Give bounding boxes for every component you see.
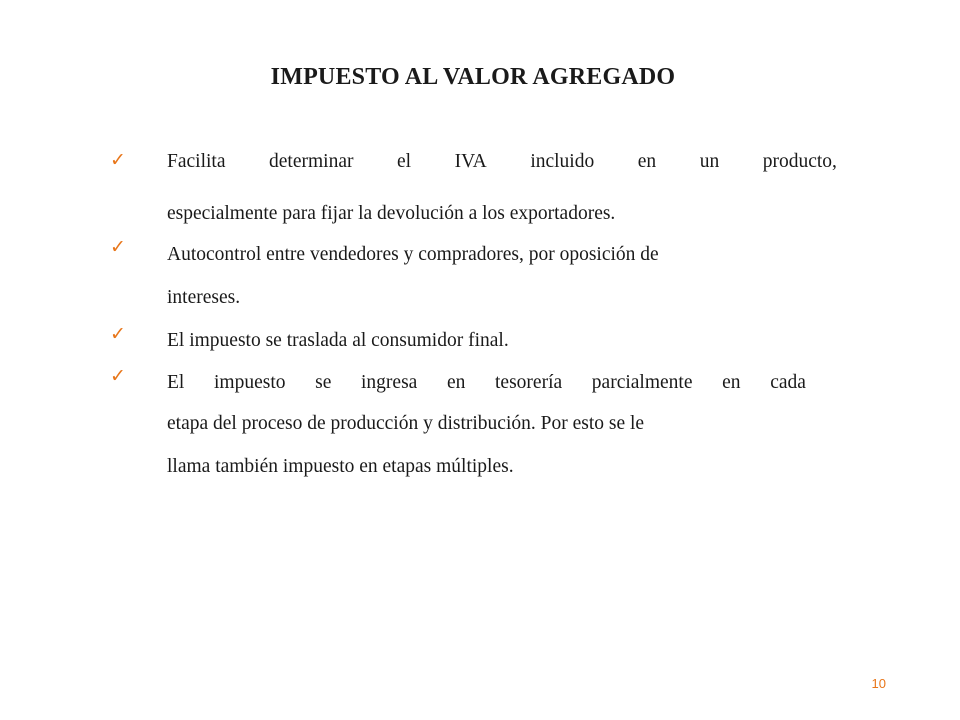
page-number: 10 bbox=[871, 676, 886, 691]
slide-title: IMPUESTO AL VALOR AGREGADO bbox=[270, 64, 676, 90]
word: parcialmente bbox=[591, 372, 693, 393]
checkmark-icon: ✓ bbox=[110, 149, 126, 171]
word: determinar bbox=[269, 151, 354, 172]
word: tesorería bbox=[495, 372, 563, 393]
bullet-4-line-1 bbox=[167, 371, 806, 394]
bullet-4-line-3: llama también impuesto en etapas múltiples. bbox=[167, 456, 514, 477]
checkmark-icon: ✓ bbox=[110, 236, 126, 258]
bullet-4-line-2: etapa del proceso de producción y distribución. Por esto se le bbox=[167, 413, 645, 434]
bullet-2-line-2: intereses. bbox=[167, 287, 241, 308]
word: El bbox=[167, 372, 185, 393]
bullet-1-line-2: especialmente para fijar la devolución a los exportadores. bbox=[167, 203, 616, 224]
word: Facilita bbox=[167, 151, 226, 172]
word: se bbox=[315, 372, 332, 393]
word: el bbox=[397, 151, 412, 172]
word: IVA bbox=[454, 151, 487, 172]
checkmark-icon: ✓ bbox=[110, 365, 126, 387]
checkmark-icon: ✓ bbox=[110, 323, 126, 345]
word: ingresa bbox=[361, 372, 418, 393]
word: en bbox=[722, 372, 741, 393]
bullet-1-line-1 bbox=[167, 150, 837, 173]
word: incluido bbox=[530, 151, 595, 172]
word: cada bbox=[770, 372, 806, 393]
word: en bbox=[446, 372, 466, 393]
bullet-2-line-1: Autocontrol entre vendedores y compradores, por oposición de bbox=[167, 244, 659, 265]
bullet-3-line-1: El impuesto se traslada al consumidor final. bbox=[167, 330, 509, 351]
word: en bbox=[637, 151, 657, 172]
word: impuesto bbox=[213, 372, 286, 393]
word: producto, bbox=[762, 151, 837, 172]
word: un bbox=[699, 151, 720, 172]
